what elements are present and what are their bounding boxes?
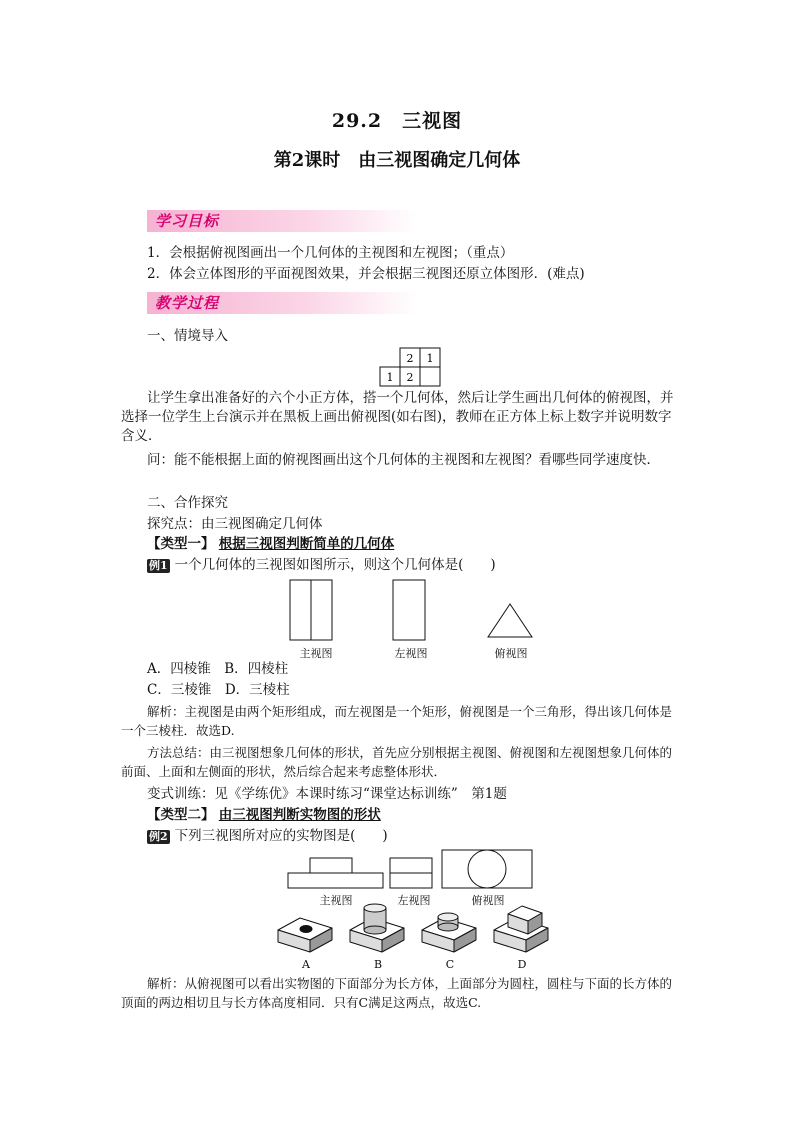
grid-number: 2 xyxy=(406,352,414,365)
example2-analysis: 解析：从俯视图可以看出实物图的下面部分为长方体，上面部分为圆柱，圆柱与下面的长方体的顶面的两边相切且与长方体高度相同．只有C满足这两点，故选C. xyxy=(121,976,673,1010)
example1-analysis: 解析：主视图是由两个矩形组成，而左视图是一个矩形，俯视图是一个三角形，得出该几何体是一个三棱柱．故选D. xyxy=(121,704,673,738)
example1-method: 方法总结：由三视图想象几何体的形状，首先应分别根据主视图、俯视图和左视图想象几何体的前面、上面和左侧面的形状，然后综合起来考虑整体形状． xyxy=(121,745,673,779)
solid-c xyxy=(422,913,476,952)
type1-title: 根据三视图判断简单的几何体 xyxy=(218,536,395,552)
grid-number: 1 xyxy=(386,371,394,384)
goals-banner-label: 学习目标 xyxy=(155,212,220,230)
top-view-triangle xyxy=(488,604,532,637)
top-view-grid xyxy=(380,347,444,387)
example1-question: 一个几何体的三视图如图所示，则这个几何体是( ) xyxy=(174,557,496,573)
example1-options-2: C．三棱锥 D．三棱柱 xyxy=(147,682,290,698)
top-view-rect xyxy=(442,850,532,888)
example2-views xyxy=(285,848,545,893)
process-banner xyxy=(147,292,417,314)
solid-a xyxy=(278,918,332,952)
section-title: 29.2 三视图 xyxy=(331,110,463,132)
grid-number: 1 xyxy=(426,352,434,365)
solid-d xyxy=(494,906,548,952)
goal-item-1: 1．会根据俯视图画出一个几何体的主视图和左视图；（重点） xyxy=(147,245,514,261)
process-banner-label: 教学过程 xyxy=(155,294,220,312)
choice-b-label: B xyxy=(373,958,383,971)
ex1-caption-front: 主视图 xyxy=(299,647,333,660)
choice-a-label: A xyxy=(302,958,310,971)
front-view-base xyxy=(288,873,383,888)
choice-c-label: C xyxy=(445,958,455,971)
example2-badge: 例2 xyxy=(149,830,168,843)
type2-tag: 【类型二】 xyxy=(147,807,215,823)
ex2-caption-left: 左视图 xyxy=(397,894,431,907)
goals-banner xyxy=(147,210,417,232)
type2-line xyxy=(147,806,677,825)
ex1-caption-left: 左视图 xyxy=(394,647,428,660)
example2-question-line xyxy=(147,827,677,846)
type2-title: 由三视图判断实物图的形状 xyxy=(218,807,381,823)
type1-tag: 【类型一】 xyxy=(147,536,215,552)
intro-paragraph-2: 问：能不能根据上面的俯视图画出这个几何体的主视图和左视图？看哪些同学速度快． xyxy=(147,452,660,468)
type1-line xyxy=(147,535,677,554)
lesson-title: 第2课时 由三视图确定几何体 xyxy=(273,150,521,171)
example2-question: 下列三视图所对应的实物图是( ) xyxy=(174,828,388,844)
intro-paragraph-1: 让学生拿出准备好的六个小正方体，搭一个几何体，然后让学生画出几何体的俯视图，并选择一位学生上台演示并在黑板上画出俯视图(如右图)，教师在正方体上标上数字并说明数字含义． xyxy=(121,390,674,444)
solid-b xyxy=(350,904,404,952)
example1-options-1: A．四棱锥 B．四棱柱 xyxy=(147,661,289,677)
choice-d-label: D xyxy=(517,958,527,971)
front-view-top xyxy=(310,858,352,873)
example1-badge: 例1 xyxy=(149,559,168,572)
grid-number: 2 xyxy=(406,371,414,384)
ex2-caption-top: 俯视图 xyxy=(471,894,505,907)
goal-item-2: 2．体会立体图形的平面视图效果，并会根据三视图还原立体图形．(难点) xyxy=(147,266,585,282)
example1-question-line xyxy=(147,556,677,575)
example2-solids xyxy=(270,900,560,960)
example1-variant: 变式训练：见《学练优》本课时练习“课堂达标训练” 第1题 xyxy=(147,786,507,802)
top-view-circle xyxy=(468,850,506,888)
explore-heading: 二、合作探究 xyxy=(147,495,228,511)
ex1-caption-top: 俯视图 xyxy=(494,647,528,660)
ex2-caption-front: 主视图 xyxy=(319,894,353,907)
left-view-rect xyxy=(393,580,425,640)
explore-point: 探究点：由三视图确定几何体 xyxy=(147,516,323,532)
intro-heading: 一、情境导入 xyxy=(147,328,228,344)
